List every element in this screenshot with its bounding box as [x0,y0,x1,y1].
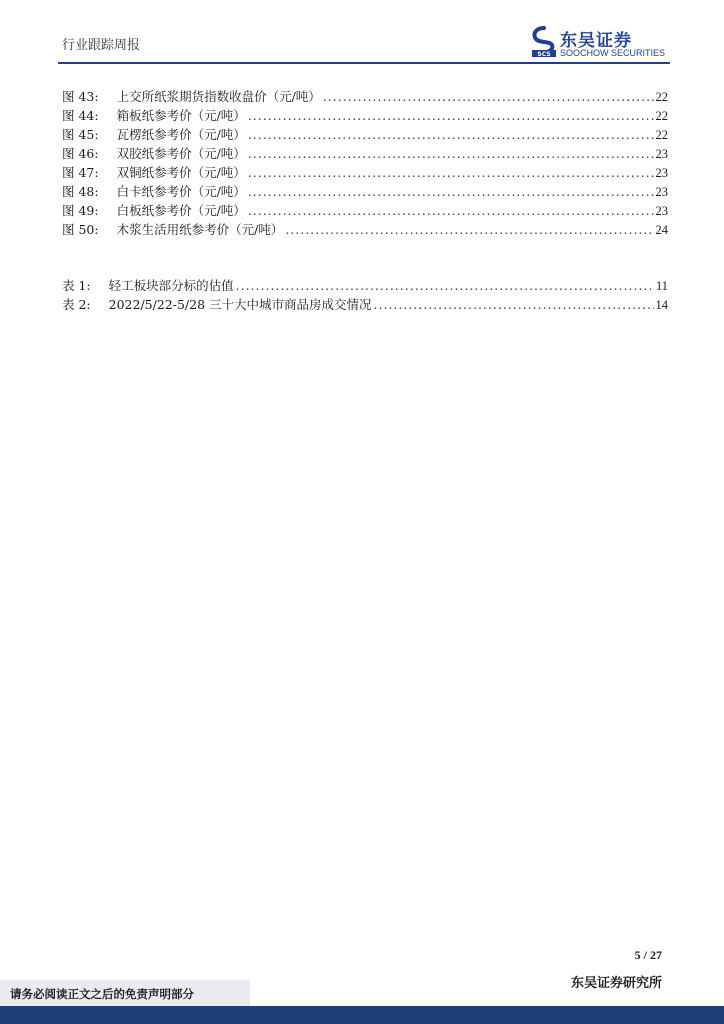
entry-title: 轻工板块部分标的估值 [108,278,234,293]
entry-page: 14 [655,298,668,312]
dot-leader [248,163,654,182]
entry-page: 23 [655,166,668,180]
entry-label: 图 49: [62,203,99,218]
soochow-logo-icon [530,26,558,58]
footer-bar [0,1006,724,1024]
dot-leader [248,144,654,163]
entry-title: 箱板纸参考价（元/吨） [116,108,246,123]
entry-label: 图 48: [62,184,99,199]
entry-page: 24 [655,223,668,237]
entry-title: 双铜纸参考价（元/吨） [116,165,246,180]
dot-leader [248,125,654,144]
entry-title: 木浆生活用纸参考价（元/吨） [116,222,284,237]
entry-title: 上交所纸浆期货指数收盘价（元/吨） [116,89,321,104]
entry-title: 白卡纸参考价（元/吨） [116,184,246,199]
research-institute-label: 东吴证券研究所 [570,976,662,991]
entry-label: 表 2: [62,297,91,312]
entry-title: 2022/5/22-5/28 三十大中城市商品房成交情况 [108,297,372,312]
entry-label: 图 44: [62,108,99,123]
toc-entry[interactable] [62,276,668,295]
company-logo [530,26,672,60]
entry-page: 22 [655,109,668,123]
dot-leader [285,220,653,239]
header-divider [58,62,670,64]
toc-entry[interactable] [62,201,668,220]
toc-entry[interactable] [62,220,668,239]
entry-label: 图 50: [62,222,99,237]
entry-page: 23 [655,204,668,218]
entry-page: 22 [655,128,668,142]
toc-entry[interactable] [62,163,668,182]
entry-page: 23 [655,147,668,161]
report-type-label: 行业跟踪周报 [62,38,141,53]
entry-label: 表 1: [62,278,91,293]
toc-entry[interactable] [62,182,668,201]
toc-entry[interactable] [62,144,668,163]
page-number: 5 / 27 [634,948,662,962]
entry-label: 图 46: [62,146,99,161]
entry-page: 11 [655,279,668,293]
entry-page: 23 [655,185,668,199]
figure-list [62,87,668,239]
entry-title: 白板纸参考价（元/吨） [116,203,246,218]
dot-leader [323,87,654,106]
entry-page: 22 [655,90,668,104]
dot-leader [374,295,654,314]
entry-label: 图 47: [62,165,99,180]
logo-chinese-text: 东吴证券 [560,31,632,51]
toc-entry[interactable] [62,295,668,314]
dot-leader [248,106,654,125]
entry-label: 图 43: [62,89,99,104]
dot-leader [236,276,654,295]
toc-entry[interactable] [62,87,668,106]
toc-entry[interactable] [62,106,668,125]
logo-badge-text: SCS [537,51,551,58]
dot-leader [248,201,654,220]
table-list [62,276,668,314]
logo-english-text: SOOCHOW SECURITIES [560,48,666,58]
entry-label: 图 45: [62,127,99,142]
dot-leader [248,182,654,201]
disclaimer-note: 请务必阅读正文之后的免责声明部分 [10,987,194,1001]
entry-title: 双胶纸参考价（元/吨） [116,146,246,161]
toc-entry[interactable] [62,125,668,144]
entry-title: 瓦楞纸参考价（元/吨） [116,127,246,142]
